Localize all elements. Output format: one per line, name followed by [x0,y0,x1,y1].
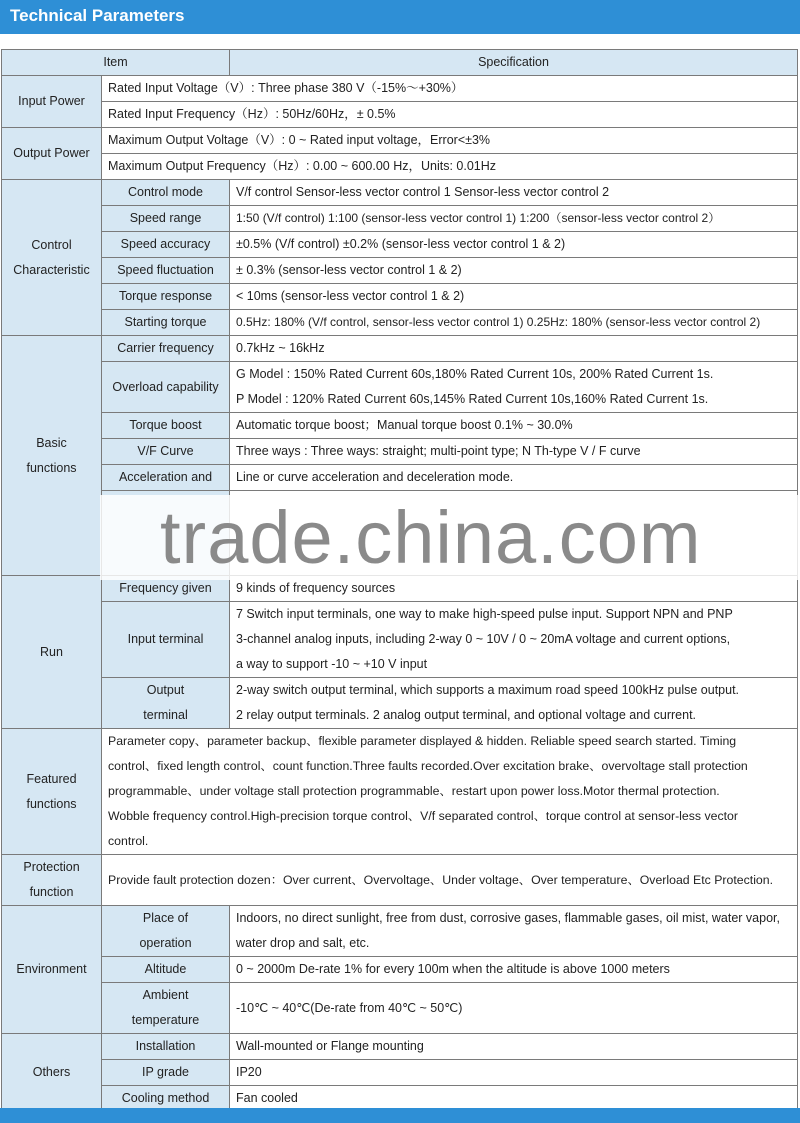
spec-value: Three ways : Three ways: straight; multi-point type; N Th-type V / F curve [230,439,798,465]
spec-value: Fan cooled [230,1086,798,1112]
sub-item: Speed fluctuation [102,258,230,284]
group-label-line: Control [31,237,72,252]
table-row [2,128,798,154]
group-label-line: functions [26,460,77,475]
table-row [2,906,798,957]
table-row [2,206,798,232]
table-header-row [2,50,798,76]
sub-item: Installation [102,1034,230,1060]
spec-value-line: 2-way switch output terminal, which supports a maximum road speed 100kHz pulse output. [236,683,740,697]
sub-item: Overload capability [102,362,230,413]
title-bar [0,0,800,34]
sub-item-line: temperature [131,1013,200,1027]
table-row [2,983,798,1034]
spec-value-line: Indoors, no direct sunlight, free from dust, corrosive gases, flammable gases, oil mist, water vapor, [236,911,780,925]
spec-value-line: Wobble frequency control.High-precision torque control、V/f separated control、torque control at sensor-less vector [108,809,738,823]
spec-value: Wall-mounted or Flange mounting [230,1034,798,1060]
spec-value-line: Parameter copy、parameter backup、flexible parameter displayed & hidden. Reliable speed search started. Timing [108,734,737,748]
sub-item [102,678,230,729]
sub-item: Torque boost [102,413,230,439]
sub-item: IP grade [102,1060,230,1086]
spec-value: 0.5Hz: 180% (V/f control, sensor-less vector control 1) 0.25Hz: 180% (sensor-less vector control 2) [230,310,798,336]
sub-item: Control mode [102,180,230,206]
sub-item: Acceleration and [102,465,230,491]
spec-value-line: G Model : 150% Rated Current 60s,180% Rated Current 10s, 200% Rated Current 1s. [236,367,714,381]
sub-item: Altitude [102,957,230,983]
table-row [2,336,798,362]
sub-item-line: Ambient [142,988,189,1002]
spec-value: Automatic torque boost；Manual torque boost 0.1% ~ 30.0% [230,413,798,439]
spec-value: Rated Input Voltage（V）: Three phase 380 V（-15%～+30%） [102,76,798,102]
sub-item: Starting torque [102,310,230,336]
spec-value-line: P Model : 120% Rated Current 60s,145% Rated Current 10s,160% Rated Current 1s. [236,392,709,406]
group-input-power: Input Power [2,76,102,128]
spec-value-line: 2 relay output terminals. 2 analog output terminal, and optional voltage and current. [236,708,697,722]
table-row [2,232,798,258]
table-row [2,678,798,729]
group-label-line: Protection [23,860,80,874]
spec-value: -10℃ ~ 40℃(De-rate from 40℃ ~ 50℃) [230,983,798,1034]
spec-value: < 10ms (sensor-less vector control 1 & 2) [230,284,798,310]
spec-value: ±0.5% (V/f control) ±0.2% (sensor-less vector control 1 & 2) [230,232,798,258]
table-row [2,362,798,413]
sub-item: Frequency given [102,576,230,602]
header-item: Item [2,50,230,76]
spec-value-line: a way to support -10 ~ +10 V input [236,657,428,671]
spec-value: 0 ~ 2000m De-rate 1% for every 100m when the altitude is above 1000 meters [230,957,798,983]
watermark-text: trade.china.com [160,496,702,579]
spec-value: 1:50 (V/f control) 1:100 (sensor-less vector control 1) 1:200（sensor-less vector control 2） [230,206,798,232]
spec-value: V/f control Sensor-less vector control 1 Sensor-less vector control 2 [230,180,798,206]
sub-item: Carrier frequency [102,336,230,362]
group-label-line: function [29,885,74,899]
spec-value-line: water drop and salt, etc. [236,936,370,950]
group-label-line: Featured [26,771,77,786]
sub-item: Speed range [102,206,230,232]
table-row [2,310,798,336]
sub-item: V/F Curve [102,439,230,465]
sub-item-line: Place of [142,911,189,925]
spec-value: 9 kinds of frequency sources [230,576,798,602]
spec-value [230,678,798,729]
table-row [2,76,798,102]
sub-item [102,983,230,1034]
group-run: Run [2,576,102,729]
spec-value: Line or curve acceleration and deceleration mode. [230,465,798,491]
spec-value-line: control、fixed length control、count function.Three faults recorded.Over excitation brake、overvoltage stall protection [108,759,748,773]
header-specification: Specification [230,50,798,76]
spec-value: Maximum Output Voltage（V）: 0 ~ Rated input voltage，Error<±3% [102,128,798,154]
bottom-decor-strip [0,1108,800,1123]
sub-item: Speed accuracy [102,232,230,258]
spec-value [230,362,798,413]
spec-value [102,729,798,855]
table-row [2,284,798,310]
group-output-power: Output Power [2,128,102,180]
table-row [2,957,798,983]
spec-value [230,906,798,957]
spec-value-line: 7 Switch input terminals, one way to make high-speed pulse input. Support NPN and PNP [236,607,733,621]
table-row [2,180,798,206]
spec-value-line: programmable、under voltage stall protection programmable、restart upon power loss.Motor thermal protection. [108,784,720,798]
spec-value [230,602,798,678]
spec-table [1,49,798,1112]
sub-item-line: Output [146,683,185,697]
group-environment: Environment [2,906,102,1034]
spec-value: Rated Input Frequency（Hz）: 50Hz/60Hz，± 0.5% [102,102,798,128]
table-row [2,102,798,128]
table-row [2,855,798,906]
table-row [2,602,798,678]
table-row [2,1034,798,1060]
sub-item-line: terminal [143,708,188,722]
group-label-line: Basic [36,435,67,450]
table-row [2,413,798,439]
group-control-characteristic [2,180,102,336]
watermark-overlay [100,495,800,580]
spec-value-line: 3-channel analog inputs, including 2-way 0 ~ 10V / 0 ~ 20mA voltage and current options, [236,632,731,646]
spec-value: Provide fault protection dozen：Over current、Overvoltage、Under voltage、Over temperature、Overload Etc Protection. [102,855,798,906]
group-basic-functions [2,336,102,576]
table-row [2,1060,798,1086]
sub-item: Input terminal [102,602,230,678]
group-protection-function [2,855,102,906]
spec-value: 0.7kHz ~ 16kHz [230,336,798,362]
table-row [2,258,798,284]
table-row [2,465,798,491]
sub-item [102,906,230,957]
group-label-line: functions [26,796,77,811]
sub-item: Cooling method [102,1086,230,1112]
group-featured-functions [2,729,102,855]
table-row [2,154,798,180]
spec-value: IP20 [230,1060,798,1086]
table-row [2,729,798,855]
sub-item: Torque response [102,284,230,310]
group-others: Others [2,1034,102,1112]
spec-value: Maximum Output Frequency（Hz）: 0.00 ~ 600.00 Hz，Units: 0.01Hz [102,154,798,180]
page-title: Technical Parameters [10,6,185,25]
sub-item-line: operation [139,936,192,950]
spec-value: ± 0.3% (sensor-less vector control 1 & 2) [230,258,798,284]
group-label-line: Characteristic [13,262,90,277]
spec-value-line: control. [108,834,149,848]
table-row [2,439,798,465]
